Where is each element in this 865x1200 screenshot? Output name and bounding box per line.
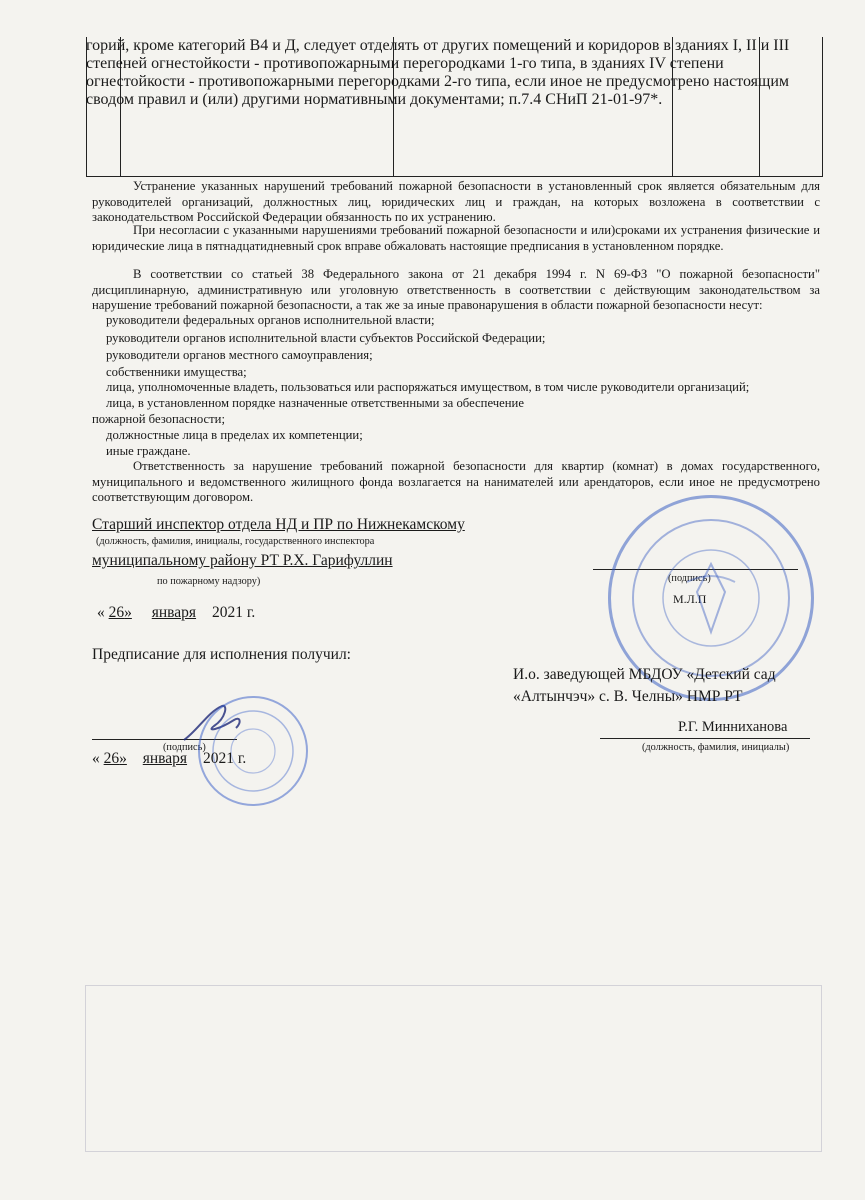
recipient-name-line (600, 738, 810, 739)
date-month: января (142, 750, 188, 767)
seal-place-mark: М.Л.П (673, 592, 707, 606)
paragraph-appeal: При несогласии с указанными нарушениями требований пожарной безопасности и или)сроками их устранения физические и юридические лица в пятнадцатидневный срок вправе обжаловать настоящие предписания в установленном порядке. (92, 223, 820, 253)
inspector-name: муниципальному району РТ Р.Х. Гарифуллин (92, 552, 393, 569)
date-day: 26 (103, 750, 120, 767)
list-item: руководители органов исполнительной власти субъектов Российской Федерации; (106, 331, 546, 345)
list-item: пожарной безопасности; (92, 412, 226, 426)
recipient-signature-caption: (подпись) (163, 742, 206, 753)
table-cell-regulation-text: горий, кроме категорий В4 и Д, следует отделять от других помещений и коридоров в зданиях I, II и III степеней огнестойкости - противопожарными перегородками 1-го типа, в зданиях IV степени огнестойкости - противопожарными перегородками 2-го типа, если иное не предусмотрено настоящим сводом правил и (или) другими нормативными документами; п.7.4 СНиП 21-01-97*. (86, 37, 790, 108)
received-label: Предписание для исполнения получил: (92, 646, 351, 663)
date-year: 2021 г. (211, 604, 256, 621)
inspector-caption-2: по пожарному надзору) (157, 576, 261, 587)
recipient-name: Р.Г. Минниханова (678, 719, 788, 735)
inspector-signature-caption: (подпись) (668, 573, 711, 584)
inspector-position: Старший инспектор отдела НД и ПР по Нижнекамскому (92, 516, 465, 533)
recipient-position-1: И.о. заведующей МБДОУ «Детский сад (513, 666, 776, 683)
list-item: иные граждане. (106, 444, 191, 458)
list-item: должностные лица в пределах их компетенции; (106, 428, 363, 442)
list-item: руководители органов местного самоуправления; (106, 348, 373, 362)
date-month: января (151, 604, 197, 621)
list-item: лица, в установленном порядке назначенные ответственными за обеспечение (106, 396, 524, 410)
inspector-date: « 26» января 2021 г. (97, 604, 256, 621)
recipient-position-2: «Алтынчэч» с. В. Челны» НМР РТ (513, 688, 743, 705)
paragraph-housing: Ответственность за нарушение требований пожарной безопасности для квартир (комнат) в домах государственного, муниципального и ведомственного жилищного фонда возлагается на нанимателей или арендаторов, если иное не предусмотрено соответствующим договором. (92, 459, 820, 505)
list-item: руководители федеральных органов исполнительной власти; (106, 313, 435, 327)
paragraph-obligation: Устранение указанных нарушений требований пожарной безопасности в установленный срок является обязательным для руководителей организаций, должностных лиц, юридических лиц и граждан, на которых возложена в соответствии с законодательством Российской Федерации обязанность по их устранению. (92, 179, 820, 225)
recipient-date: « 26» января 2021 г. (92, 750, 247, 767)
list-item: лица, уполномоченные владеть, пользоваться или распоряжаться имуществом, в том числе руководители организаций; (106, 380, 750, 394)
reverse-side-table-ghost (85, 985, 822, 1152)
date-year: 2021 г. (202, 750, 247, 767)
recipient-caption: (должность, фамилия, инициалы) (642, 742, 790, 753)
inspector-caption: (должность, фамилия, инициалы, государственного инспектора (96, 536, 375, 547)
list-item: собственники имущества; (106, 365, 247, 379)
date-day: 26 (108, 604, 125, 621)
paragraph-liability: В соответствии со статьей 38 Федерального закона от 21 декабря 1994 г. N 69-ФЗ "О пожарной безопасности" дисциплинарную, административную или уголовную ответственность в соответствии с действующим законодательством за нарушение требований пожарной безопасности, а так же за иные правонарушения в области пожарной безопасности несут: (92, 267, 820, 313)
